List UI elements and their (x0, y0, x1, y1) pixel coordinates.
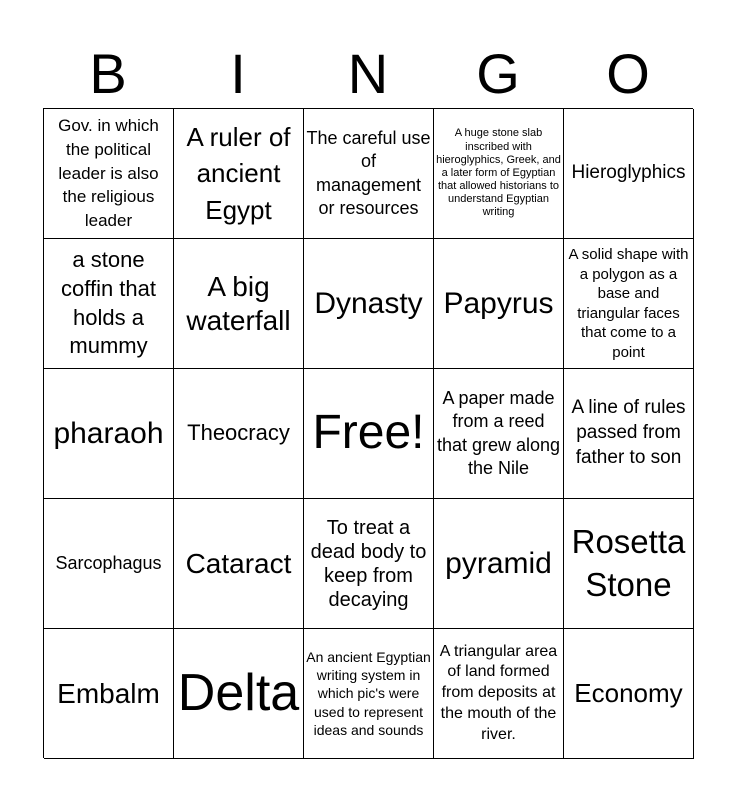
bingo-cell[interactable] (304, 239, 434, 369)
cell-text: Theocracy (187, 420, 290, 446)
bingo-cell[interactable] (174, 109, 304, 239)
bingo-cell[interactable] (564, 369, 694, 499)
cell-text: A solid shape with a polygon as a base and triangular faces that come to a point (568, 246, 689, 361)
bingo-cell[interactable] (174, 369, 304, 499)
bingo-cell[interactable] (564, 239, 694, 369)
cell-text: Economy (574, 678, 683, 709)
cell-text: Embalm (57, 677, 160, 709)
header-letter-i: I (230, 42, 246, 105)
bingo-cell[interactable] (44, 109, 174, 239)
cell-text: An ancient Egyptian writing system in which pic's were used to represent ideas and sounds (306, 649, 431, 738)
cell-text: Rosetta Stone (571, 522, 686, 603)
cell-text: Sarcophagus (55, 552, 162, 573)
bingo-cell[interactable] (434, 239, 564, 369)
cell-text: Hieroglyphics (571, 162, 686, 184)
cell-text: A huge stone slab inscribed with hieroglyphics, Greek, and a later form of Egyptian that allowed historians to understand Egyptian writing (436, 127, 561, 219)
bingo-cell[interactable] (564, 629, 694, 759)
bingo-cell[interactable] (174, 629, 304, 759)
bingo-cell[interactable] (434, 629, 564, 759)
cell-text: Delta (177, 663, 300, 722)
header-letter-g: G (476, 42, 520, 105)
cell-text: pyramid (445, 546, 552, 580)
cell-text: Dynasty (314, 286, 423, 320)
bingo-cell[interactable] (304, 629, 434, 759)
bingo-cell[interactable] (44, 369, 174, 499)
header-letter-n: N (347, 42, 389, 105)
header-letter-o: O (606, 42, 650, 105)
bingo-cell[interactable] (434, 369, 564, 499)
bingo-header (43, 40, 693, 108)
cell-text: A triangular area of land formed from deposits at the mouth of the river. (439, 642, 558, 743)
cell-text: A paper made from a reed that grew along the Nile (436, 387, 561, 478)
cell-text: Gov. in which the political leader is also the religious leader (58, 116, 159, 231)
free-space[interactable] (304, 369, 434, 499)
cell-text: Cataract (185, 547, 292, 579)
header-letter-b: B (89, 42, 127, 105)
bingo-cell[interactable] (564, 109, 694, 239)
cell-text: The careful use of management or resources (306, 127, 431, 218)
cell-text: A ruler of ancient Egypt (186, 121, 291, 225)
bingo-cell[interactable] (44, 499, 174, 629)
cell-text: To treat a dead body to keep from decaying (310, 516, 427, 611)
cell-text: Papyrus (443, 286, 554, 320)
bingo-cell[interactable] (174, 499, 304, 629)
cell-text: a stone coffin that holds a mummy (61, 247, 156, 359)
bingo-cell[interactable] (174, 239, 304, 369)
bingo-cell[interactable] (44, 629, 174, 759)
bingo-cell[interactable] (434, 499, 564, 629)
cell-text: pharaoh (53, 416, 164, 450)
bingo-board (43, 108, 693, 758)
cell-text: A line of rules passed from father to son (571, 397, 686, 468)
bingo-cell[interactable] (304, 499, 434, 629)
cell-text: Free! (312, 406, 425, 460)
bingo-cell[interactable] (564, 499, 694, 629)
cell-text: A big waterfall (186, 270, 291, 336)
bingo-cell[interactable] (44, 239, 174, 369)
bingo-cell[interactable] (304, 109, 434, 239)
bingo-cell[interactable] (434, 109, 564, 239)
